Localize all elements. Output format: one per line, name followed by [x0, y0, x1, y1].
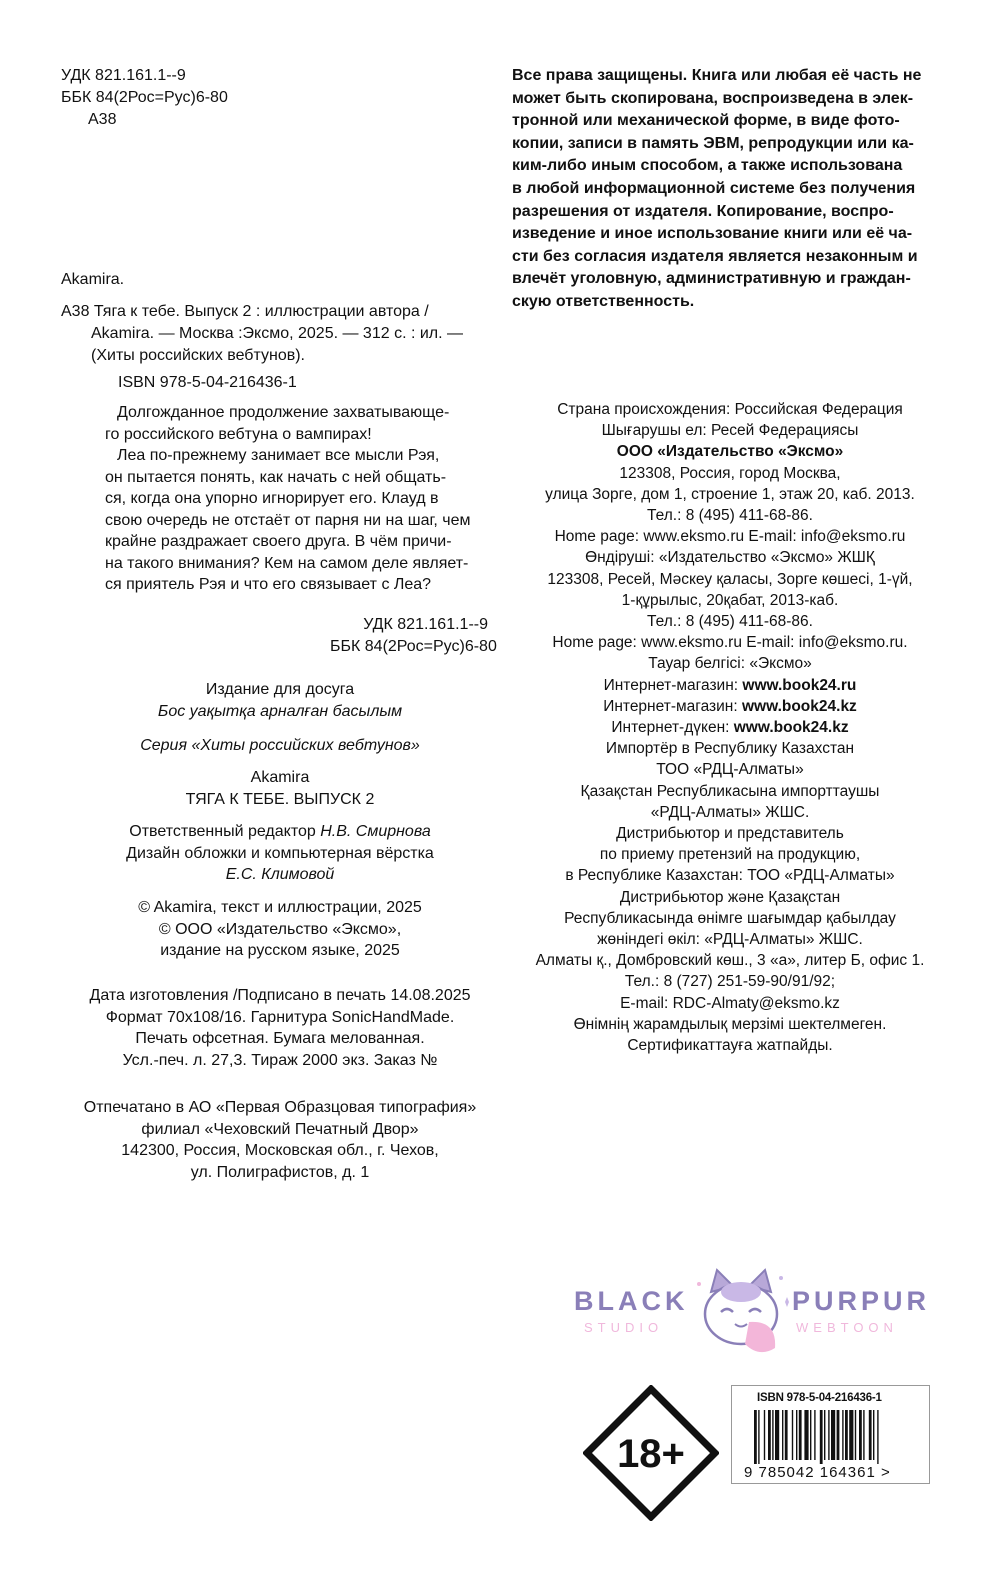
logo-sub-left: STUDIO [584, 1320, 664, 1335]
book-title: ТЯГА К ТЕБЕ. ВЫПУСК 2 [185, 790, 375, 808]
print-info-line: Печать офсетная. Бумага мелованная. [135, 1030, 425, 1047]
print-info-line: Дата изготовления /Подписано в печать 14.08.2025 [89, 987, 471, 1004]
shop-label: Интернет-дүкен: [611, 719, 730, 737]
publisher-line: Home page: www.eksmo.ru E-mail: info@eksmo.ru. [552, 634, 908, 652]
rights-line: влечёт уголовную, административную и граждан- [512, 270, 911, 288]
rights-line: копии, записи в память ЭВМ, репродукции или ка- [512, 134, 914, 152]
annotation [105, 402, 487, 596]
publisher-line: Қазақстан Республикасына импорттаушы [580, 782, 880, 800]
cat-mascot-icon [689, 1262, 793, 1362]
annotation-line: го российского вебтуна о вампирах! [105, 425, 372, 443]
editor-label: Ответственный редактор [129, 823, 316, 840]
shop-link[interactable]: www.book24.ru [742, 676, 857, 694]
publisher-line: Импортёр в Республику Казахстан [605, 740, 855, 758]
book-title-block [60, 767, 500, 810]
logo-word-left: BLACK [574, 1286, 689, 1316]
publisher-line: жөніндегі өкіл: «РДЦ-Алматы» ЖШС. [597, 931, 863, 949]
shop-link[interactable]: www.book24.kz [733, 719, 849, 737]
author-sign: А38 [88, 111, 117, 128]
publisher-line: Сертификаттауға жатпайды. [627, 1037, 833, 1055]
rights-line: в любой информационной системе без получения [512, 179, 916, 197]
series-title: Серия «Хиты российских вебтунов» [140, 737, 420, 754]
edition-type-kz: Бос уақытқа арналған басылым [157, 702, 403, 720]
rights-line: ким-либо иным способом, а также использована [512, 157, 903, 175]
publisher-line: Home page: www.eksmo.ru E-mail: info@eksmo.ru [554, 528, 906, 546]
rights-line: разрешения от издателя. Копирование, воспро- [512, 202, 894, 220]
publisher-line: Тел.: 8 (495) 411-68-86. [647, 507, 813, 525]
credits [60, 821, 500, 886]
barcode-digits: 9 785042 164361 > [744, 1464, 891, 1481]
design-label: Дизайн обложки и компьютерная вёрстка [126, 844, 434, 862]
publisher-line: «РДЦ-Алматы» ЖШС. [650, 803, 810, 821]
rights-line: скую ответственность. [512, 292, 695, 310]
copyright-line: © ООО «Издательство «Эксмо», [158, 920, 402, 938]
bibliographic-record [61, 269, 463, 367]
udk-block-top [61, 65, 228, 131]
bbk-code: ББК 84(2Рос=Рус)6-80 [330, 638, 497, 655]
publisher-line: Өнімнің жарамдылық мерзімі шектелмеген. [573, 1015, 887, 1033]
shop-line [500, 696, 960, 717]
edition-type [60, 679, 500, 722]
print-info-line: Усл.-печ. л. 27,3. Тираж 2000 экз. Заказ № [122, 1051, 438, 1069]
publisher-line: Өндіруші: «Издательство «Эксмо» ЖШҚ [585, 549, 875, 567]
rights-line: тронной или механической форме, в виде фото- [512, 112, 900, 130]
printer-info [60, 1097, 500, 1183]
annotation-line: свою очередь не отстаёт от парня ни на шаг, чем [105, 511, 471, 529]
udk-code: УДК 821.161.1--9 [61, 67, 186, 84]
biblio-line: (Хиты российских вебтунов). [91, 347, 305, 364]
isbn-text: ISBN 978-5-04-216436-1 [118, 374, 297, 391]
printer-line: 142300, Россия, Московская обл., г. Чехов, [121, 1142, 439, 1159]
annotation-line: Долгожданное продолжение захватывающе- [117, 404, 450, 421]
rights-line: сти без согласия издателя является незаконным и [512, 247, 918, 265]
annotation-line: ся, когда она упорно игнорирует его. Клауд в [105, 490, 439, 507]
shop-label: Интернет-магазин: [603, 697, 738, 715]
rights-notice [512, 65, 941, 314]
biblio-line: Akamira. — Москва :Эксмо, 2025. — 312 с. : ил. — [91, 325, 464, 342]
age-rating-text: 18+ [617, 1432, 685, 1476]
copyright-line: издание на русском языке, 2025 [160, 942, 400, 959]
annotation-line: на такого внимания? Кем на самом деле являет- [105, 554, 469, 572]
annotation-line: ся приятель Рэя и что его связывает с Леа? [105, 576, 432, 593]
publisher-line: Шығарушы ел: Ресей Федерациясы [601, 422, 859, 440]
publisher-line: в Республике Казахстан: ТОО «РДЦ-Алматы» [565, 867, 895, 885]
publisher-line: ТОО «РДЦ-Алматы» [656, 761, 804, 779]
age-rating-diamond-icon [583, 1385, 719, 1521]
publisher-line: Республикасында өнімге шағымдар қабылдау [564, 909, 896, 927]
logo-word-right: PURPUR [792, 1286, 931, 1316]
publisher-line: Дистрибьютор және Қазақстан [619, 888, 841, 906]
publisher-line: улица Зорге, дом 1, строение 1, этаж 20, каб. 2013. [545, 485, 915, 503]
barcode-bars-icon [754, 1410, 918, 1464]
publisher-line: Тел.: 8 (727) 251-59-90/91/92; [624, 973, 836, 991]
barcode-isbn: ISBN 978-5-04-216436-1 [757, 1392, 882, 1404]
publisher-line: Тауар белгісі: «Эксмо» [648, 655, 812, 673]
publisher-line: по приему претензий на продукцию, [599, 846, 861, 864]
design-name: Е.С. Климовой [225, 866, 335, 883]
editor-name: Н.В. Смирнова [320, 823, 431, 840]
publisher-name: ООО «Издательство «Эксмо» [616, 443, 844, 461]
shop-line [500, 717, 960, 738]
printer-line: ул. Полиграфистов, д. 1 [190, 1163, 370, 1181]
publisher-line: Дистрибьютор и представитель [616, 825, 844, 843]
copyright-line: © Akamira, текст и иллюстрации, 2025 [138, 899, 422, 916]
publisher-line: Страна происхождения: Российская Федерация [557, 401, 903, 418]
biblio-line: А38 Тяга к тебе. Выпуск 2 : иллюстрации автора / [61, 303, 429, 320]
bbk-code: ББК 84(2Рос=Рус)6-80 [61, 89, 228, 106]
publisher-line: 123308, Ресей, Мәскеу қаласы, Зорге көшесі, 1-үй, [547, 570, 913, 588]
printer-line: филиал «Чеховский Печатный Двор» [141, 1120, 419, 1138]
print-info-line: Формат 70x108/16. Гарнитура SonicHandMade. [105, 1008, 455, 1026]
annotation-line: он пытается понять, как начать с ней общать- [105, 468, 447, 486]
shop-line [500, 675, 960, 696]
publisher-line: Тел.: 8 (495) 411-68-86. [647, 613, 813, 631]
rights-line: изведение и иное использование книги или её ча- [512, 225, 913, 243]
annotation-line: крайне раздражает своего друга. В чём причи- [105, 533, 452, 550]
annotation-line: Леа по-прежнему занимает все мысли Рэя, [117, 447, 440, 464]
copyright-block [60, 897, 500, 962]
rights-line: может быть скопирована, воспроизведена в элек- [512, 89, 914, 107]
udk-code: УДК 821.161.1--9 [363, 616, 488, 633]
edition-type-ru: Издание для досуга [205, 681, 355, 698]
print-info [60, 985, 500, 1071]
publisher-line: 1-құрылыс, 20қабат, 2013-каб. [621, 591, 839, 609]
age-rating-badge [583, 1385, 719, 1521]
publisher-line: 123308, Россия, город Москва, [619, 464, 841, 482]
biblio-author: Akamira. [61, 271, 125, 288]
barcode-block [731, 1385, 930, 1484]
logo-sub-right: WEBTOON [796, 1320, 898, 1335]
black-purpur-logo [574, 1262, 931, 1362]
shop-label: Интернет-магазин: [603, 676, 739, 694]
udk-block-bottom [330, 614, 497, 658]
book-author: Akamira [250, 769, 310, 786]
publisher-line: Алматы қ., Домбровский көш., 3 «а», литер Б, офис 1. [535, 952, 925, 970]
publisher-info [500, 399, 960, 1056]
shop-link[interactable]: www.book24.kz [741, 697, 857, 715]
publisher-line: E-mail: RDC-Almaty@eksmo.kz [620, 994, 840, 1012]
printer-line: Отпечатано в АО «Первая Образцовая типография» [83, 1099, 477, 1116]
rights-line: Все права защищены. Книга или любая её часть не [512, 67, 922, 84]
